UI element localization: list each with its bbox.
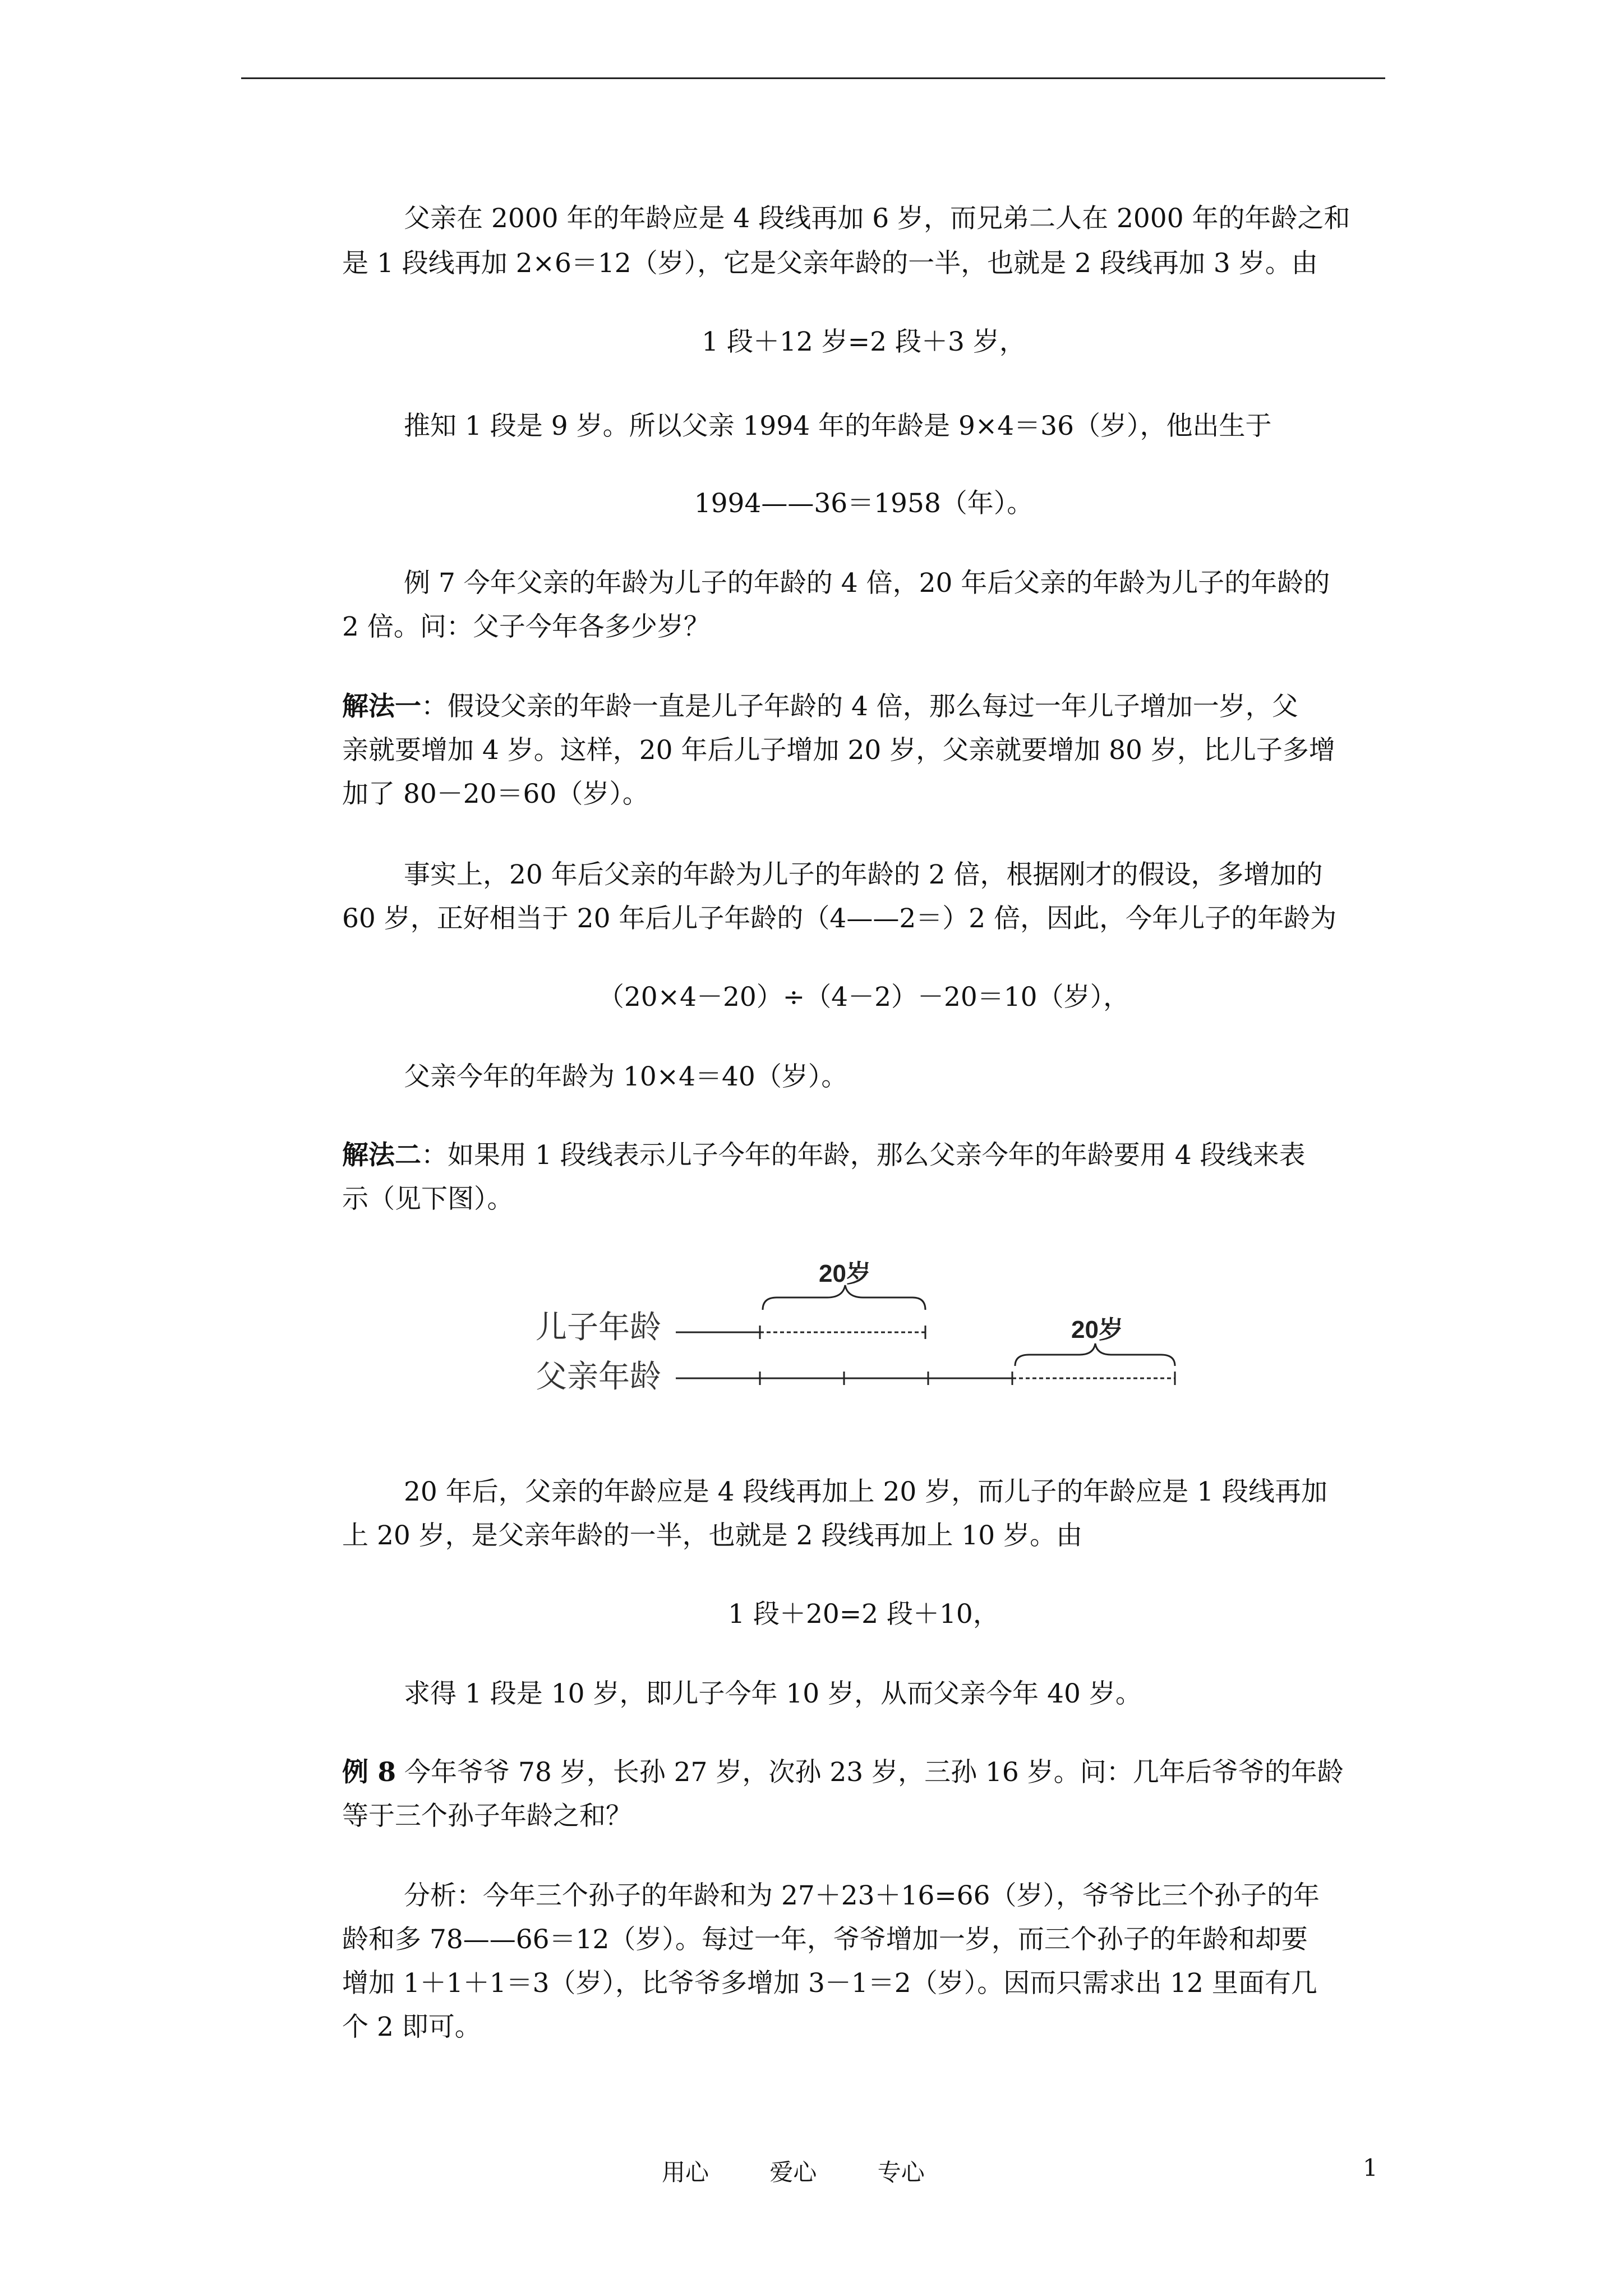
paragraph-line: 推知 1 段是 9 岁。所以父亲 1994 年的年龄是 9×4＝36（岁），他出生于 [404,411,1272,441]
example-7-line: 2 倍。问：父子今年各多少岁？ [342,611,710,642]
paragraph-line: 求得 1 段是 10 岁，即儿子今年 10 岁，从而父亲今年 40 岁。 [404,1678,1142,1709]
analysis-line: 增加 1＋1＋1＝3（岁），比爷爷多增加 3－1＝2（岁）。因而只需求出 12 里面有几 [342,1968,1317,1999]
paragraph-line: 事实上，20 年后父亲的年龄为儿子的年龄的 2 倍，根据刚才的假设，多增加的 [404,859,1323,890]
paragraph-line: 父亲今年的年龄为 10×4＝40（岁）。 [404,1061,848,1092]
analysis-line: 龄和多 78——66＝12（岁）。每过一年，爷爷增加一岁，而三个孙子的年龄和却要 [342,1924,1308,1955]
top-brace [763,1285,925,1310]
equation: 1 段＋20=2 段＋10， [728,1599,999,1630]
son-age-label: 儿子年龄 [536,1309,661,1345]
bottom-brace-label: 20岁 [1071,1316,1123,1343]
example-8-label: 例 8 [342,1757,396,1788]
father-age-label: 父亲年龄 [536,1359,661,1394]
solution-2-label: 解法二 [342,1140,421,1171]
equation: 1994——36＝1958（年）。 [694,488,1034,519]
paragraph-line: 亲就要增加 4 岁。这样，20 年后儿子增加 20 岁，父亲就要增加 80 岁，比儿子多增 [342,735,1335,766]
paragraph-line: 等于三个孙子年龄之和？ [342,1801,632,1832]
solution-1-text: ：假设父亲的年龄一直是儿子年龄的 4 倍，那么每过一年儿子增加一岁，父 [421,691,1298,722]
bottom-brace [1015,1343,1175,1366]
equation: （20×4－20）÷（4－2）－20＝10（岁）， [597,982,1130,1013]
segment-diagram [536,1254,1186,1405]
example-8-line [342,1750,1385,1795]
paragraph-line: 示（见下图）。 [342,1184,514,1214]
analysis-line: 分析：今年三个孙子的年龄和为 27＋23＋16=66（岁），爷爷比三个孙子的年 [404,1880,1320,1911]
footer-item: 专心 [877,2159,925,2186]
paragraph-line: 20 年后，父亲的年龄应是 4 段线再加上 20 岁，而儿子的年龄应是 1 段线再加 [404,1476,1327,1507]
analysis-line: 个 2 即可。 [342,2012,481,2042]
solution-1-label: 解法一 [342,691,421,722]
example-8-text: 今年爷爷 78 岁，长孙 27 岁，次孙 23 岁，三孙 16 岁。问：几年后爷爷的年龄 [396,1757,1344,1788]
header-rule [241,77,1385,79]
example-7-line: 例 7 今年父亲的年龄为儿子的年龄的 4 倍，20 年后父亲的年龄为儿子的年龄的 [404,568,1330,599]
top-brace-label: 20岁 [819,1260,871,1287]
equation: 1 段＋12 岁=2 段＋3 岁， [702,326,1026,357]
footer-item: 爱心 [769,2159,817,2186]
paragraph-line: 父亲在 2000 年的年龄应是 4 段线再加 6 岁，而兄弟二人在 2000 年的年龄之和 [404,203,1350,234]
paragraph-line: 是 1 段线再加 2×6＝12（岁），它是父亲年龄的一半，也就是 2 段线再加 3 岁。由 [342,248,1318,279]
footer-item: 用心 [662,2159,709,2186]
paragraph-line: 上 20 岁，是父亲年龄的一半，也就是 2 段线再加上 10 岁。由 [342,1520,1083,1551]
page-number: 1 [1363,2154,1378,2182]
footer-slogan [662,2154,978,2188]
solution-1-line [342,684,1385,729]
solution-2-text: ：如果用 1 段线表示儿子今年的年龄，那么父亲今年的年龄要用 4 段线来表 [421,1140,1306,1171]
solution-2-line [342,1133,1385,1178]
paragraph-line: 加了 80－20＝60（岁）。 [342,779,649,809]
paragraph-line: 60 岁，正好相当于 20 年后儿子年龄的（4——2＝）2 倍，因此，今年儿子的年龄为 [342,903,1337,934]
